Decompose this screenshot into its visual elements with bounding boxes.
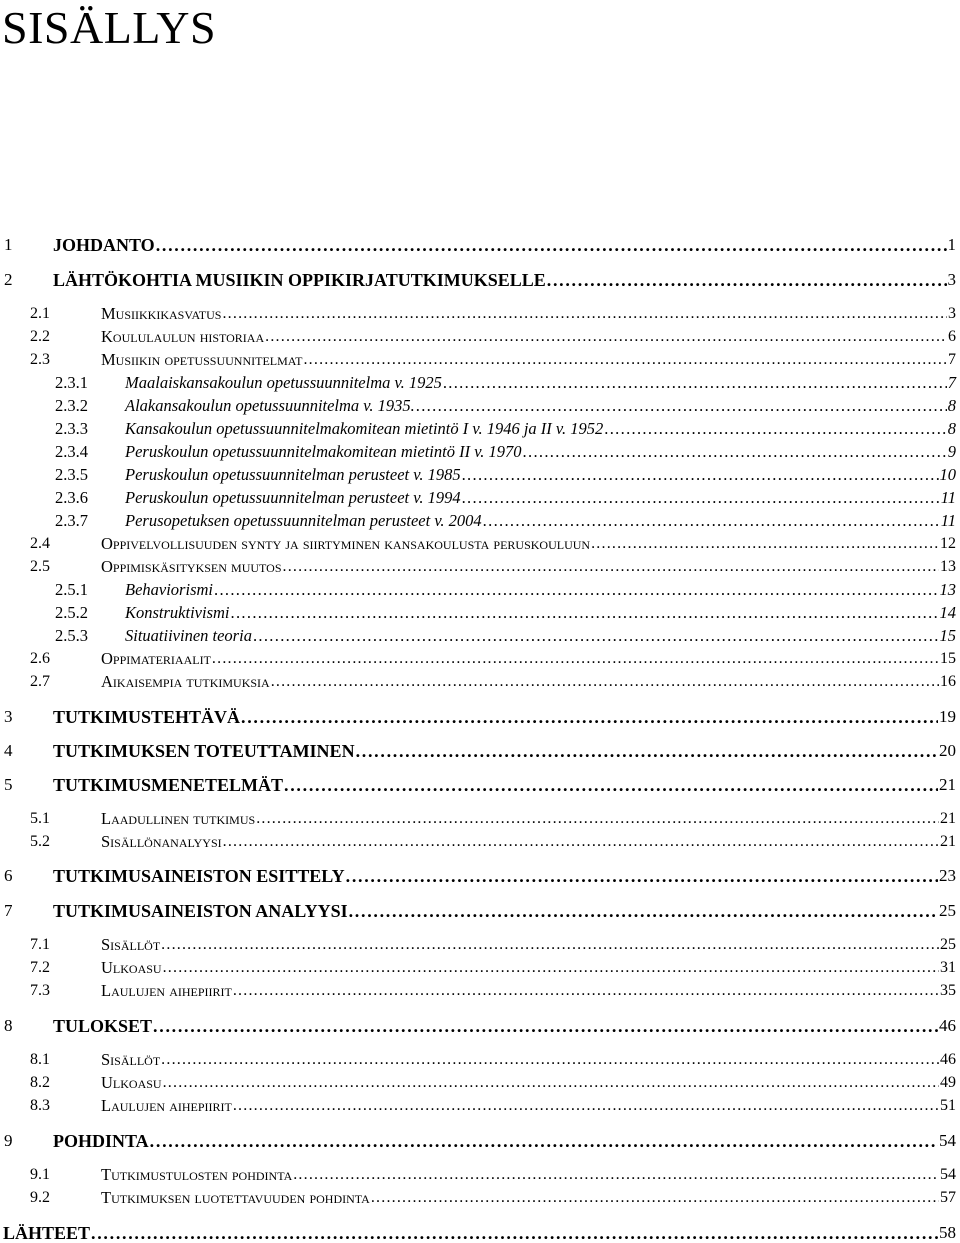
toc-dot-leader [253,626,939,646]
toc-dot-leader [156,235,947,255]
toc-entry-title: Peruskoulun opetussuunnitelman perusteet v. 1985 [125,465,461,484]
toc-dot-leader [591,534,939,554]
toc-entry-number: 2.3.6 [55,488,88,507]
toc-entry[interactable] [4,1014,956,1036]
toc-dot-leader [241,707,938,727]
toc-dot-leader [483,511,940,531]
toc-entry-title: LÄHTÖKOHTIA MUSIIKIN OPPIKIRJATUTKIMUKSELLE [53,270,546,290]
toc-dot-leader [349,901,938,921]
toc-entry-title: Kansakoulun opetussuunnitelmakomitean mietintö I v. 1946 ja II v. 1952 [125,419,604,438]
toc-dot-leader [231,603,939,623]
toc-entry-title: Sisällöt [101,1050,161,1069]
toc-entry[interactable] [4,578,956,600]
toc-entry-page-number: 15 [939,626,956,645]
toc-entry[interactable] [4,440,956,462]
toc-entry-title: Musiikin opetussuunnitelmat [101,350,303,369]
toc-entry-number: 7.3 [30,982,50,999]
toc-dot-leader [356,741,938,761]
toc-entry[interactable] [4,486,956,508]
toc-entry-title: Laadullinen tutkimus [101,809,256,828]
toc-entry[interactable] [4,371,956,393]
toc-entry-title: Laulujen aihepiirit [101,1096,232,1115]
toc-entry-number: 5.1 [30,810,50,827]
toc-entry-page-number: 31 [940,959,956,976]
toc-entry-page-number: 21 [940,810,956,827]
toc-entry-title: Tutkimustulosten pohdinta [101,1165,293,1184]
toc-dot-leader [91,1223,938,1243]
toc-entry[interactable] [3,1221,956,1243]
toc-entry-number: 1 [4,235,13,254]
toc-dot-leader [303,350,947,370]
toc-entry-page-number: 10 [939,465,956,484]
toc-entry-number: 2.5.3 [55,626,88,645]
toc-entry-title: JOHDANTO [53,235,155,255]
toc-entry-number: 8 [4,1016,13,1035]
toc-entry-page-number: 51 [940,1097,956,1114]
toc-entry-number: 7.1 [30,936,50,953]
toc-entry[interactable] [4,302,956,324]
toc-entry[interactable] [4,601,956,623]
toc-entry-number: 2.3.1 [55,373,88,392]
toc-entry[interactable] [4,773,956,795]
toc-entry-number: 7.2 [30,959,50,976]
toc-entry-title: Alakansakoulun opetussuunnitelma v. 1935. [125,396,415,415]
toc-entry-number: 2.3.3 [55,419,88,438]
toc-entry-title: TULOKSET [53,1016,153,1036]
toc-entry-page-number: 3 [948,305,956,322]
toc-dot-leader [233,981,939,1001]
toc-entry-page-number: 3 [947,270,956,289]
toc-entry-page-number: 20 [939,741,956,760]
toc-entry[interactable] [4,463,956,485]
toc-entry-page-number: 58 [939,1223,956,1242]
toc-dot-leader [443,373,947,393]
toc-entry-title: Peruskoulun opetussuunnitelmakomitean mietintö II v. 1970 [125,442,522,461]
toc-entry-title: TUTKIMUKSEN TOTEUTTAMINEN [53,741,355,761]
toc-entry-number: 4 [4,741,13,760]
toc-entry-title: LÄHTEET [3,1223,91,1243]
toc-entry-title: Konstruktivismi [125,603,230,622]
toc-entry-title: Sisällönanalyysi [101,832,222,851]
toc-entry-number: 8.2 [30,1074,50,1091]
toc-entry-number: 2.5 [30,558,50,575]
toc-entry-page-number: 8 [947,396,956,415]
toc-entry-page-number: 12 [940,535,956,552]
toc-entry[interactable] [4,1129,956,1151]
toc-dot-leader [222,304,947,324]
toc-entry-page-number: 6 [948,328,956,345]
toc-entry-number: 2.6 [30,650,50,667]
toc-entry[interactable] [4,647,956,669]
toc-entry-number: 2.2 [30,328,50,345]
toc-entry-page-number: 46 [940,1051,956,1068]
toc-dot-leader [233,1096,939,1116]
toc-entry-number: 2.3.4 [55,442,88,461]
toc-entry-page-number: 13 [939,580,956,599]
toc-entry[interactable] [4,624,956,646]
toc-entry-page-number: 11 [940,511,956,530]
toc-entry-title: POHDINTA [53,1131,149,1151]
toc-dot-leader [161,1050,939,1070]
toc-dot-leader [283,557,939,577]
toc-entry[interactable] [4,509,956,531]
toc-entry-page-number: 7 [947,373,956,392]
toc-entry-page-number: 54 [939,1131,956,1150]
toc-entry-page-number: 16 [940,673,956,690]
toc-entry-title: Koululaulun historiaa [101,327,265,346]
toc-entry-page-number: 49 [940,1074,956,1091]
toc-entry-title: Laulujen aihepiirit [101,981,232,1000]
toc-entry[interactable] [4,555,956,577]
toc-dot-leader [212,649,939,669]
toc-entry-number: 2.3.2 [55,396,88,415]
toc-entry-page-number: 21 [939,775,956,794]
toc-dot-leader [150,1131,938,1151]
toc-entry-number: 9 [4,1131,13,1150]
toc-entry-title: Behaviorismi [125,580,213,599]
toc-entry-number: 6 [4,866,13,885]
toc-entry-number: 3 [4,707,13,726]
toc-entry[interactable] [4,670,956,692]
toc-entry-page-number: 19 [939,707,956,726]
toc-entry-title: TUTKIMUSAINEISTON ESITTELY [53,866,345,886]
toc-entry-title: Ulkoasu [101,1073,162,1092]
toc-entry[interactable] [4,830,956,852]
toc-dot-leader [284,775,938,795]
toc-entry-number: 5.2 [30,833,50,850]
toc-entry-number: 5 [4,775,13,794]
toc-entry[interactable] [4,233,956,255]
toc-entry[interactable] [4,956,956,978]
toc-dot-leader [346,866,938,886]
toc-entry-page-number: 35 [940,982,956,999]
toc-dot-leader [214,580,939,600]
toc-dot-leader [371,1188,939,1208]
toc-entry[interactable] [4,417,956,439]
toc-entry[interactable] [4,532,956,554]
toc-entry-page-number: 13 [940,558,956,575]
toc-dot-leader [265,327,947,347]
toc-entry[interactable] [4,348,956,370]
toc-entry-page-number: 54 [940,1166,956,1183]
toc-entry-title: Oppimateriaalit [101,649,211,668]
toc-entry-title: Perusopetuksen opetussuunnitelman perusteet v. 2004 [125,511,482,530]
toc-entry[interactable] [4,979,956,1001]
toc-entry-title: Aikaisempia tutkimuksia [101,672,270,691]
page-title: SISÄLLYS [2,2,217,53]
toc-dot-leader [161,935,939,955]
toc-entry-number: 2.3.5 [55,465,88,484]
toc-dot-leader [604,419,946,439]
toc-entry[interactable] [4,394,956,416]
toc-entry-page-number: 11 [940,488,956,507]
toc-entry-title: TUTKIMUSMENETELMÄT [53,775,284,795]
toc-entry-page-number: 25 [939,901,956,920]
toc-entry[interactable] [4,325,956,347]
toc-entry-page-number: 57 [940,1189,956,1206]
toc-entry[interactable] [4,268,956,290]
toc-entry-page-number: 8 [947,419,956,438]
toc-dot-leader [163,958,939,978]
toc-entry-number: 2.5.1 [55,580,88,599]
toc-entry-number: 9.1 [30,1166,50,1183]
toc-dot-leader [256,809,939,829]
toc-dot-leader [293,1165,939,1185]
toc-entry-page-number: 9 [947,442,956,461]
toc-entry-number: 2.7 [30,673,50,690]
toc-entry-number: 2.1 [30,305,50,322]
toc-entry-number: 2.3 [30,351,50,368]
toc-entry[interactable] [4,1186,956,1208]
toc-entry[interactable] [4,899,956,921]
toc-entry-number: 2.4 [30,535,50,552]
toc-entry-title: Oppivelvollisuuden synty ja siirtyminen kansakoulusta peruskouluun [101,534,591,553]
toc-entry-number: 2 [4,270,13,289]
toc-entry[interactable] [4,1163,956,1185]
toc-entry[interactable] [4,1071,956,1093]
toc-entry-title: Peruskoulun opetussuunnitelman perusteet v. 1994 [125,488,461,507]
toc-entry-title: Maalaiskansakoulun opetussuunnitelma v. 1925 [125,373,442,392]
toc-entry-number: 8.1 [30,1051,50,1068]
toc-dot-leader [153,1016,938,1036]
toc-entry[interactable] [4,1094,956,1116]
toc-dot-leader [163,1073,939,1093]
toc-entry-title: TUTKIMUSAINEISTON ANALYYSI [53,901,348,921]
toc-entry[interactable] [4,807,956,829]
toc-dot-leader [223,832,939,852]
toc-entry-number: 9.2 [30,1189,50,1206]
toc-entry-page-number: 14 [939,603,956,622]
toc-entry[interactable] [4,864,956,886]
toc-entry-title: Situatiivinen teoria [125,626,252,645]
toc-entry-number: 8.3 [30,1097,50,1114]
toc-entry-page-number: 21 [940,833,956,850]
toc-entry[interactable] [4,933,956,955]
toc-dot-leader [462,465,939,485]
toc-entry-page-number: 1 [947,235,956,254]
toc-entry-page-number: 7 [948,351,956,368]
toc-dot-leader [416,396,947,416]
toc-entry-title: Tutkimuksen luotettavuuden pohdinta [101,1188,370,1207]
toc-dot-leader [547,270,947,290]
toc-entry-page-number: 46 [939,1016,956,1035]
toc-dot-leader [523,442,947,462]
toc-entry-title: Ulkoasu [101,958,162,977]
toc-entry[interactable] [4,739,956,761]
toc-entry-number: 2.5.2 [55,603,88,622]
toc-dot-leader [271,672,939,692]
toc-entry-number: 7 [4,901,13,920]
toc-dot-leader [462,488,940,508]
toc-entry-page-number: 25 [940,936,956,953]
toc-entry[interactable] [4,1048,956,1070]
toc-entry-title: Sisällöt [101,935,161,954]
toc-entry-page-number: 15 [940,650,956,667]
toc-entry-title: TUTKIMUSTEHTÄVÄ [53,707,241,727]
toc-entry-title: Oppimiskäsityksen muutos [101,557,282,576]
toc-entry[interactable] [4,705,956,727]
toc-entry-page-number: 23 [939,866,956,885]
toc-entry-number: 2.3.7 [55,511,88,530]
toc-entry-title: Musiikkikasvatus [101,304,222,323]
